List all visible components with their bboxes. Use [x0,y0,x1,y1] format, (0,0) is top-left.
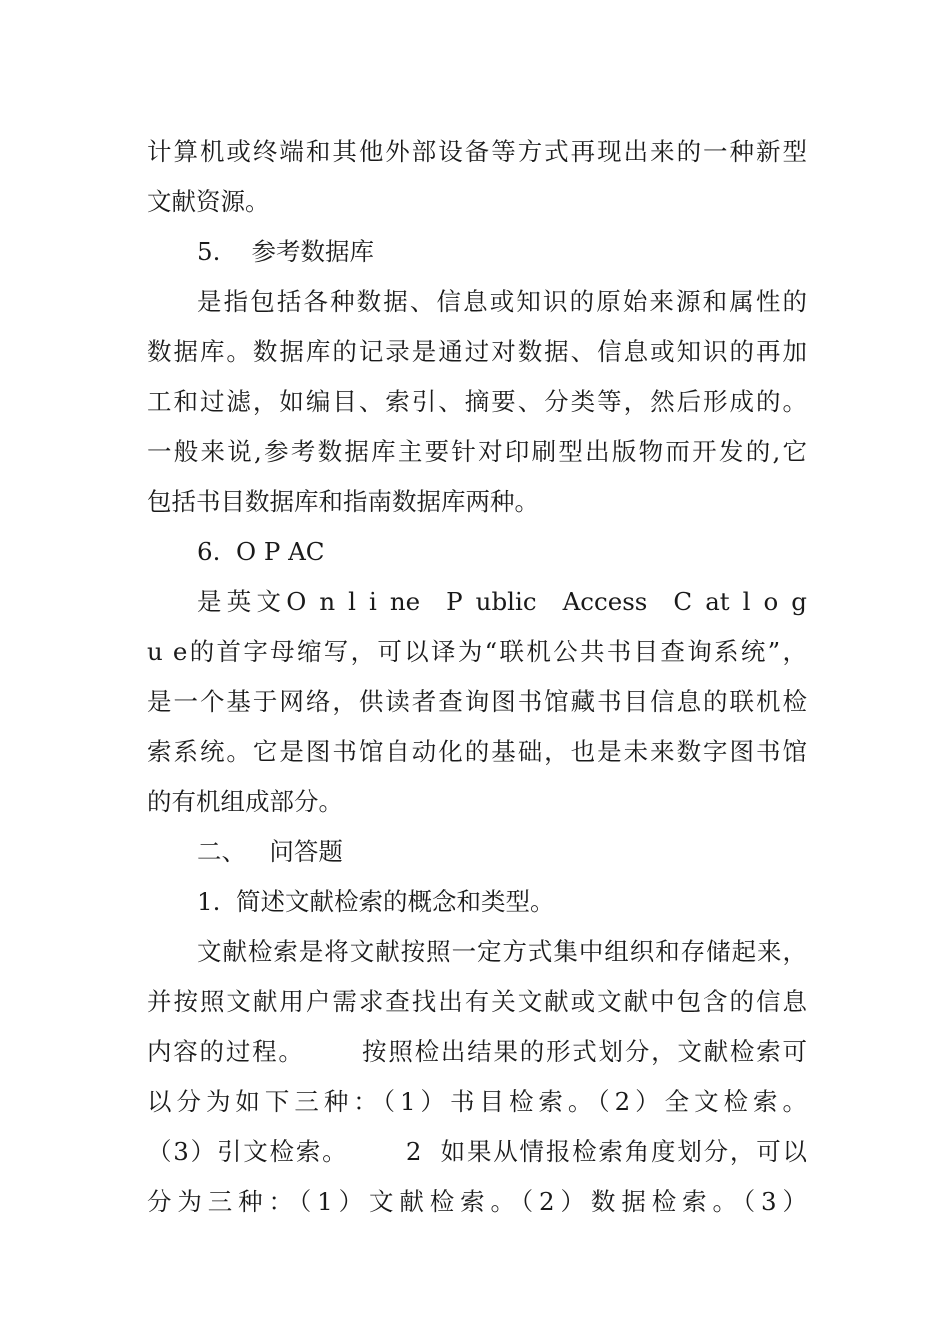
body-text-line: 是指包括各种数据、信息或知识的原始来源和属性的 [197,287,807,316]
body-text-line: 计算机或终端和其他外部设备等方式再现出来的一种新型 [147,137,807,166]
section-heading: 6. O P AC [197,537,325,566]
section-heading: 5. 参考数据库 [197,237,375,266]
body-text-line: 工和过滤，如编目、索引、摘要、分类等，然后形成的。 [147,387,807,416]
body-text-line: 以分为如下三种：（1）书目检索。（2）全文检索。 [147,1087,807,1116]
body-text-line: （3）引文检索。 2 如果从情报检索角度划分，可以 [147,1137,807,1166]
body-text-line: 数据库。数据库的记录是通过对数据、信息或知识的再加 [147,337,807,366]
body-text-line: 文献资源。 [147,187,270,216]
body-text-line: 文献检索是将文献按照一定方式集中组织和存储起来， [197,937,807,966]
question-title: 1. 简述文献检索的概念和类型。 [197,887,555,916]
body-text-line: 并按照文献用户需求查找出有关文献或文献中包含的信息 [147,987,807,1016]
body-text-line: 是一个基于网络，供读者查询图书馆藏书目信息的联机检 [147,687,807,716]
body-text-line: 包括书目数据库和指南数据库两种。 [147,487,539,516]
body-text-line: 一般来说,参考数据库主要针对印刷型出版物而开发的,它 [147,437,807,466]
body-text-line: 分为三种：（1）文献检索。（2）数据检索。（3） [147,1187,807,1216]
section-heading: 二、 问答题 [197,837,343,866]
body-text-line: 内容的过程。 按照检出结果的形式划分，文献检索可 [147,1037,807,1066]
body-text-line: 索系统。它是图书馆自动化的基础，也是未来数字图书馆 [147,737,807,766]
body-text-line: 的有机组成部分。 [147,787,343,816]
body-text-line: 是英文O n l i ne P ublic Access C at l o g [197,587,807,616]
body-text-line: u e的首字母缩写，可以译为“联机公共书目查询系统”， [147,637,807,666]
